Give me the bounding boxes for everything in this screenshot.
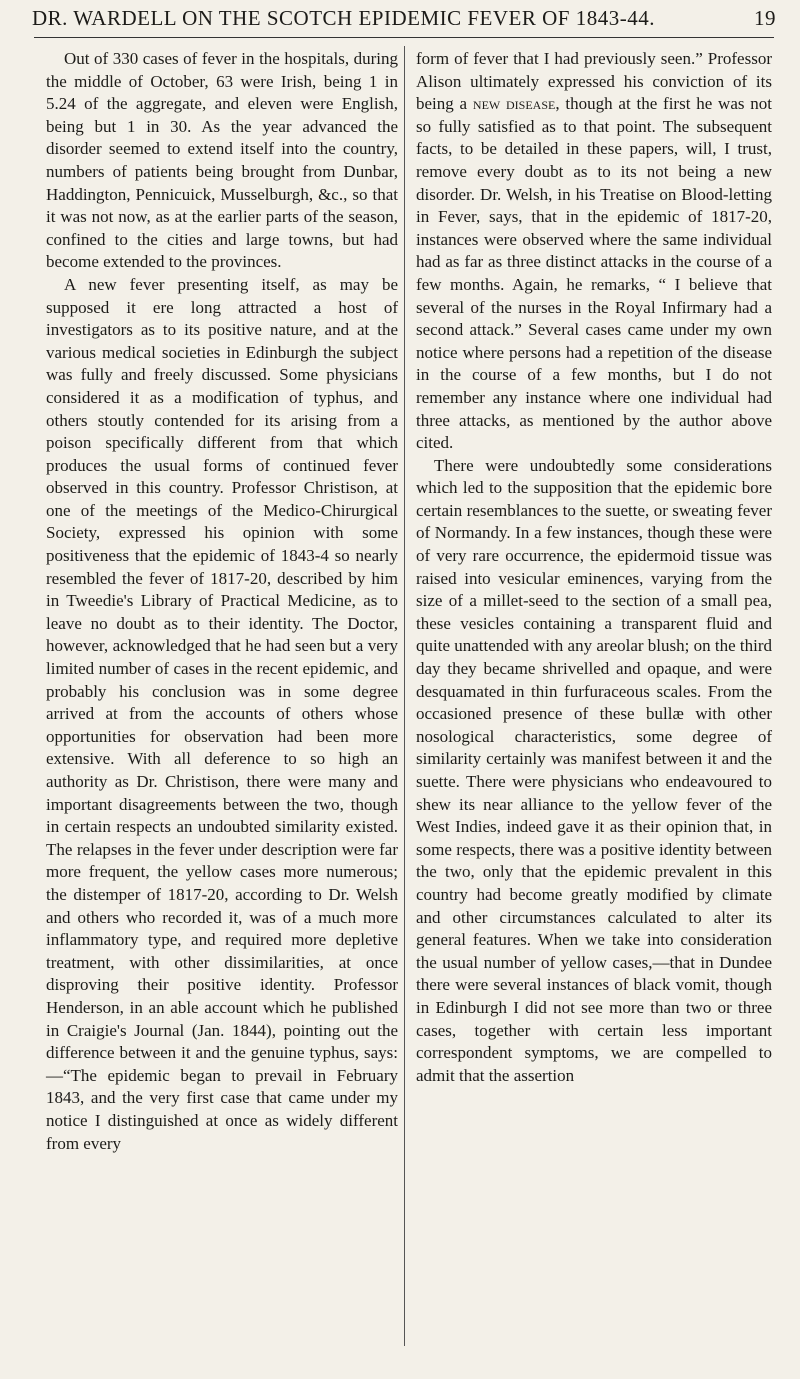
column-divider: [404, 46, 405, 1346]
paragraph: Out of 330 cases of fever in the hospitals, during the middle of October, 63 were Irish, being 1 in 5.24 of the aggregate, and eleven were English, being but 1 in 30. As the year advanced the disorder seemed to extend itself into the country, numbers of patients being brought from Dunbar, Haddington, Pennicuick, Musselburgh, &c., so that it was not now, as at the earlier parts of the season, confined to the cities and large towns, but had become extended to the provinces.: [46, 49, 398, 272]
left-column: [46, 48, 398, 1155]
paragraph: [416, 48, 772, 455]
header-rule: [34, 37, 774, 38]
page-number: 19: [754, 6, 776, 30]
running-header: [30, 6, 780, 36]
running-title: DR. WARDELL ON THE SCOTCH EPIDEMIC FEVER OF 1843-44.: [32, 6, 655, 30]
text-run: though at the first he was not so fully satisfied as to that point. The subsequent facts, to be detailed in these papers, will, I trust, remove every doubt as to its not being a new disorder. Dr. Welsh, in his Treatise on Blood-letting in Fever, says, that in the epidemic of 1817-20, instances were observed where the same individual had as far as three distinct attacks in the course of a few months. Again, he remarks, “ I believe that several of the nurses in the Royal Infirmary had a second attack.” Several cases came under my own notice where persons had a repetition of the disease in the course of a few months, but I do not remember any instance where one individual had three attacks, as mentioned by the author above cited.: [416, 94, 772, 453]
paragraph: A new fever presenting itself, as may be supposed it ere long attracted a host of investigators as to its positive nature, and at the various medical societies in Edinburgh the subject was fully and freely discussed. Some physicians considered it as a modification of typhus, and others stoutly contended for its arising from a poison specifically different from that which produces the usual forms of continued fever observed in this country. Professor Christison, at one of the meetings of the Medico-Chirurgical Society, expressed his opinion with some positiveness that the epidemic of 1843-4 so nearly resembled the fever of 1817-20, described by him in Tweedie's Library of Practical Medicine, as to leave no doubt as to their identity. The Doctor, however, acknowledged that he had seen but a very limited number of cases in the recent epidemic, and probably his conclusion was in some degree arrived at from the accounts of others whose opportunities for observation had been more extensive. With all deference to so high an authority as Dr. Christison, there were many and important disagreements between the two, though in certain respects an undoubted similarity existed. The relapses in the fever under description were far more frequent, the yellow cases more numerous; the distemper of 1817-20, according to Dr. Welsh and others who recorded it, was of a much more inflammatory type, and required more depletive treatment, with other dissimilarities, at once disproving their positive identity. Professor Henderson, in an able account which he published in Craigie's Journal (Jan. 1844), pointing out the difference between it and the genuine typhus, says:—“The epidemic began to prevail in February 1843, and the very first case that came under my notice I distinguished at once as widely different from every: [46, 274, 398, 1153]
paragraph: There were undoubtedly some considerations which led to the supposition that the epidemic bore certain resemblances to the suette, or sweating fever of Normandy. In a few instances, though these were of very rare occurrence, the epidermoid tissue was raised into vesicular eminences, varying from the size of a millet-seed to the section of a small pea, these vesicles containing a transparent fluid and quite unattended with any areolar blush; on the third day they became shrivelled and opaque, and were desquamated in thin furfuraceous scales. From the occasioned presence of these bullæ with other nosological characteristics, some degree of similarity certainly was manifest between it and the suette. There were physicians who endeavoured to shew its near alliance to the yellow fever of the West Indies, indeed gave it as their opinion that, in some respects, there was a positive identity between the two, only that the epidemic prevalent in this country had become greatly modified by climate and other circumstances calculated to alter its general features. When we take into consideration the usual number of yellow cases,—that in Dundee there were several instances of black vomit, though in Edinburgh I did not see more than two or three cases, together with certain less important correspondent symptoms, we are compelled to admit that the assertion: [416, 455, 772, 1085]
right-column: [416, 48, 772, 1087]
emphasis-small-caps: new disease,: [472, 94, 560, 114]
text-run: form of fever that I had previously seen.” Professor Alison ultimately expressed his conviction of its being a: [416, 49, 772, 114]
